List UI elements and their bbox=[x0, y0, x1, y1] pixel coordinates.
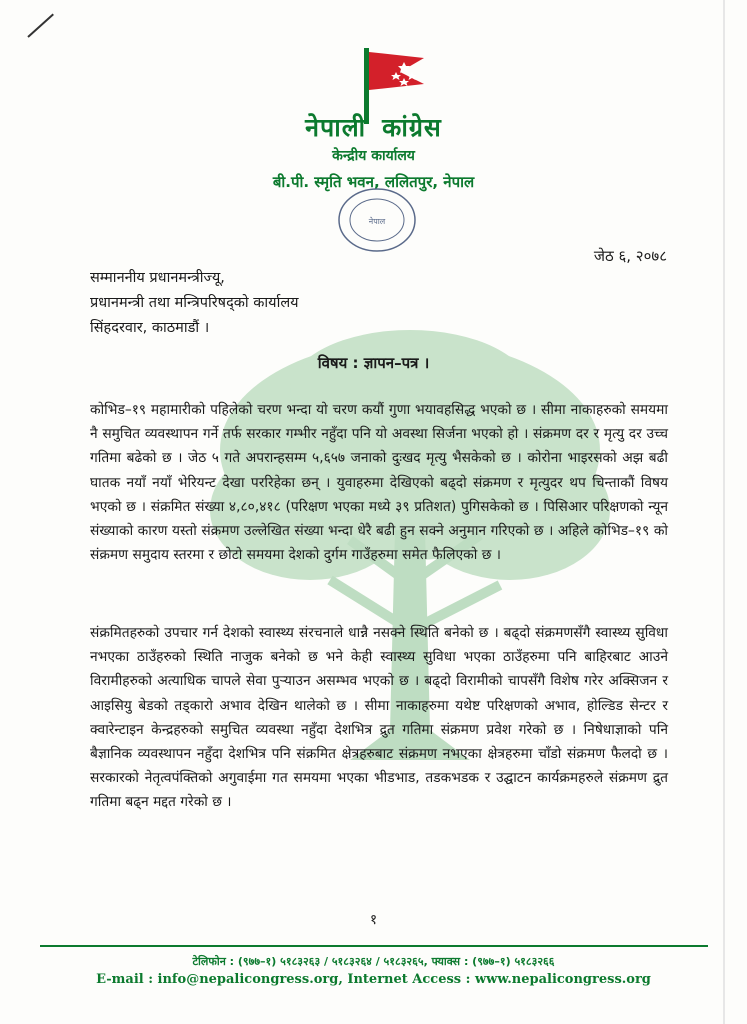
org-name bbox=[0, 110, 747, 144]
svg-text:नेपाल: नेपाल bbox=[368, 217, 386, 226]
page-number: १ bbox=[369, 912, 378, 928]
letter-subject: विषय : ज्ञापन–पत्र । bbox=[317, 354, 430, 372]
official-stamp bbox=[332, 184, 422, 256]
office-address: बी.पी. स्मृति भवन, ललितपुर, नेपाल bbox=[272, 173, 475, 191]
org-name-right: कांग्रेस bbox=[382, 113, 442, 142]
footer-divider bbox=[40, 945, 708, 947]
org-name-left: नेपाली bbox=[305, 113, 367, 142]
letter-date: जेठ ६, २०७८ bbox=[593, 247, 667, 265]
office-name: केन्द्रीय कार्यालय bbox=[332, 148, 415, 164]
recipient-location: सिंहदरवार, काठमाडौं । bbox=[90, 320, 210, 336]
pen-mark bbox=[27, 14, 54, 38]
recipient-office: प्रधानमन्त्री तथा मन्त्रिपरिषद्को कार्यालय bbox=[90, 295, 299, 311]
footer-phone: टेलिफोन : (९७७–१) ५१८३२६३ / ५१८३२६४ / ५१८३२६५, फ्याक्स : (९७७–१) ५१८३२६६ bbox=[192, 955, 555, 968]
recipient-salutation: सम्माननीय प्रधानमन्त्रीज्यू, bbox=[90, 270, 225, 286]
body-paragraph-2: संक्रमितहरुको उपचार गर्न देशको स्वास्थ्य संरचनाले धान्नै नसक्ने स्थिति बनेको छ । बढ्दो संक्रमणसँगै स्वास्थ्य सुविधा नभएका ठाउँहरुको स्थिति नाजुक बनेको छ भने केही स्वास्थ्य सुविधा भएका ठाउँहरुमा पनि बाहिरबाट आउने विरामीहरुको अत्याधिक चापले सेवा पुऱ्याउन असम्भव भएको छ । बढ्दो विरामीको चापसँगै विशेष गरेर अक्सिजन र आइसियु बेडको तड्कारो अभाव देखिन थालेको छ । सीमा नाकाहरुमा यथेष्ट परिक्षणको अभाव, होल्डिड सेन्टर र क्वारेन्टाइन केन्द्रहरुको समुचित व्यवस्था नहुँदा देशभित्र द्रुत गतिमा संक्रमण प्रवेश गरेको छ । निषेधाज्ञाको पनि बैज्ञानिक व्यवस्थापन नहुँदा देशभित्र पनि संक्रमित क्षेत्रहरुबाट संक्रमण नभएका क्षेत्रहरुमा चाँडो संक्रमण फैलदो छ । सरकारको नेतृत्वपंक्तिको अगुवाईमा गत समयमा भएका भीडभाड, तडकभडक र उद्घाटन कार्यक्रमहरुले संक्रमण द्रुत गतिमा बढ्न मद्दत गरेको छ । bbox=[90, 625, 668, 811]
body-paragraph-1: कोभिड–१९ महामारीको पहिलेको चरण भन्दा यो चरण कयौं गुणा भयावहसिद्ध भएको छ । सीमा नाकाहरुको समयमा नै समुचित व्यवस्थापन गर्ने तर्फ सरकार गम्भीर नहुँदा पनि यो अवस्था सिर्जना भएको हो । संक्रमण दर र मृत्यु दर उच्च गतिमा बढेको छ । जेठ ५ गते अपरान्हसम्म ५,६५७ जनाको दुःखद मृत्यु भैसकेको छ । कोरोना भाइरसको अझ बढी घातक नयाँ नयाँ भेरियन्ट देखा पररिहेका छन् । युवाहरुमा देखिएको बढ्दो संक्रमण र मृत्युदर थप चिन्ताकौं विषय भएको छ । संक्रमित संख्या ४,८०,४१८ (परिक्षण भएका मध्ये ३९ प्रतिशत) पुगिसकेको छ । पिसिआर परिक्षणको न्यून संख्याको कारण यस्तो संक्रमण उल्लेखित संख्या भन्दा धेरै बढी हुन सक्ने अनुमान गरिएको छ । अहिले कोभिड–१९ को संक्रमण समुदाय स्तरमा र छोटो समयमा देशको दुर्गम गाउँहरुमा समेत फैलिएको छ । bbox=[90, 402, 668, 564]
footer-contact: E-mail : info@nepalicongress.org, Internet Access : www.nepalicongress.org bbox=[96, 972, 651, 987]
